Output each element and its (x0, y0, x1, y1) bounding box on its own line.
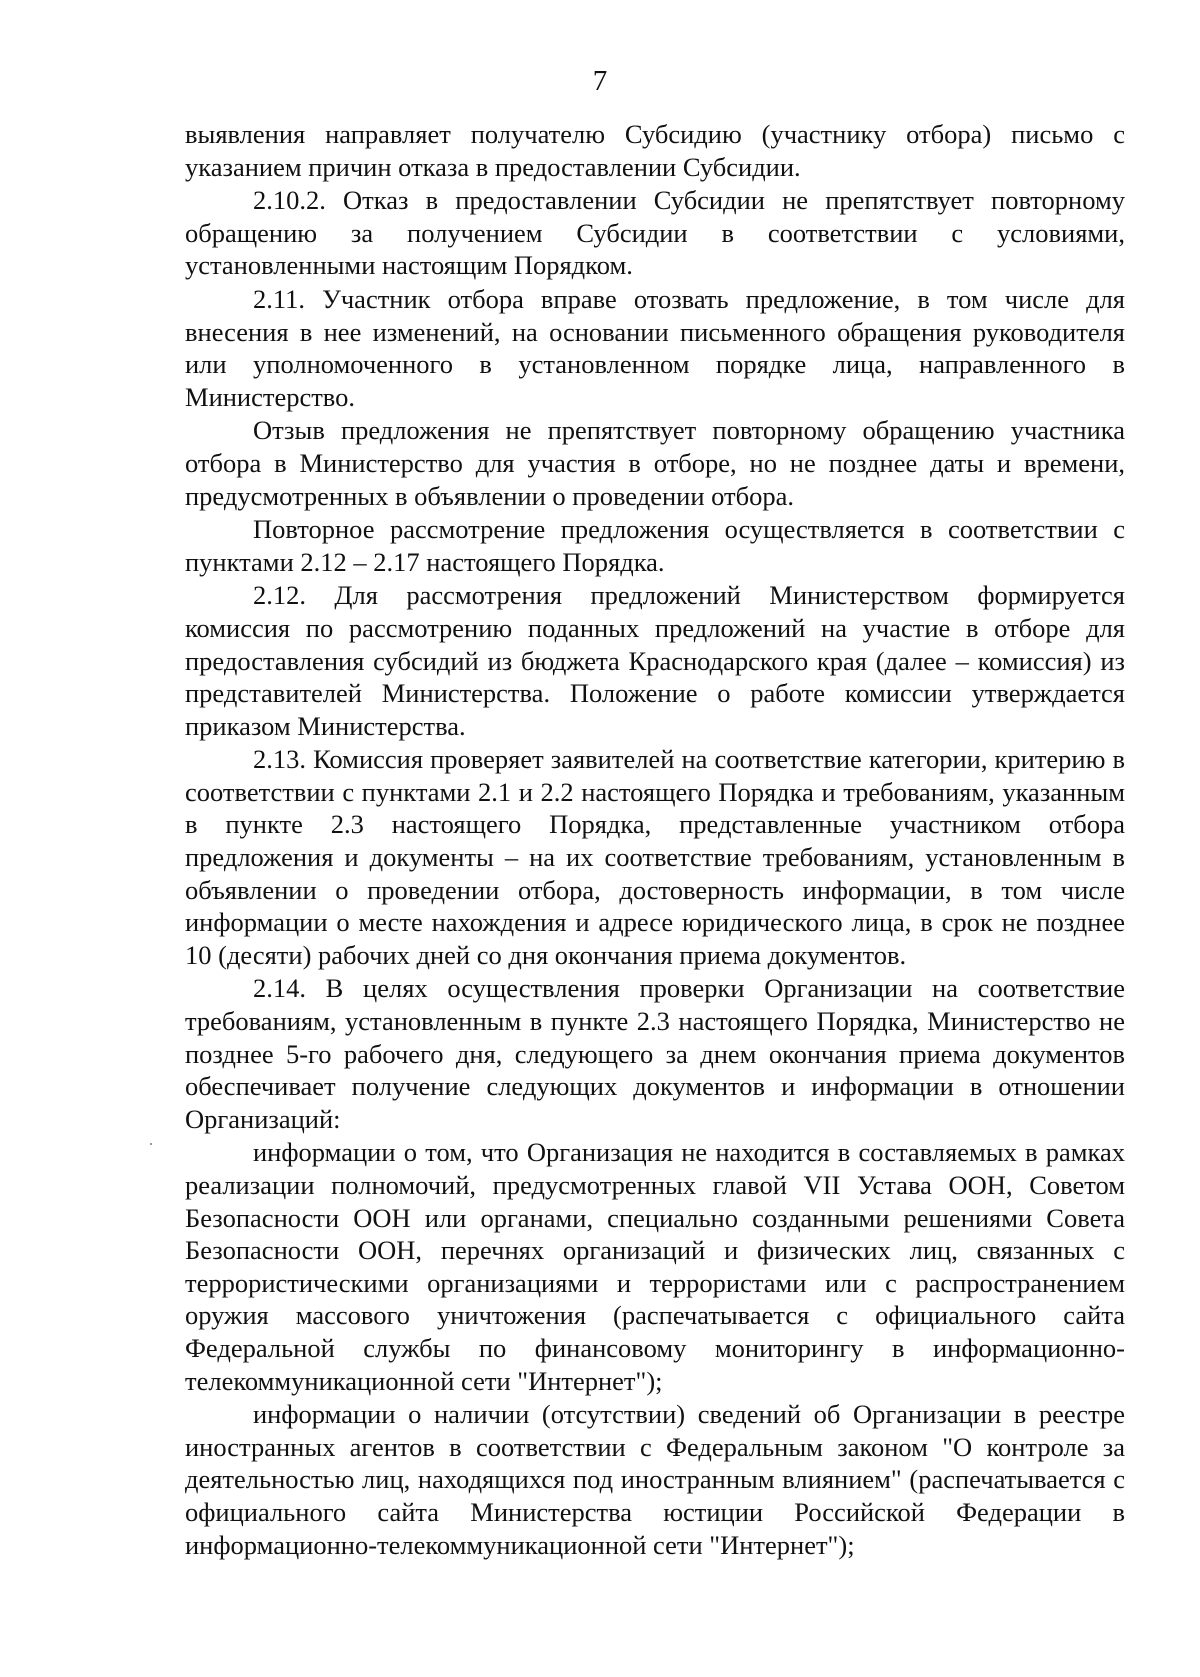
paragraph-withdrawal: Отзыв предложения не препятствует повторному обращению участника отбора в Министерство для участия в отборе, но не позднее даты и времени, предусмотренных в объявлении о проведении отбора. (185, 415, 1125, 511)
page-number: 7 (592, 65, 608, 97)
paragraph-2-11: 2.11. Участник отбора вправе отозвать предложение, в том числе для внесения в нее изменений, на основании письменного обращения руководителя или уполномоченного в установленном порядке лица, направленного в Министерство. (185, 283, 1125, 412)
paragraph-foreign-agents: информации о наличии (отсутствии) сведений об Организации в реестре иностранных агентов в соответствии с Федеральным законом "О контроле за деятельностью лиц, находящихся под иностранным влиянием" (распечатывается с официального сайта Министерства юстиции Российской Федерации в информационно-телекоммуникационной сети "Интернет"); (185, 1399, 1125, 1560)
paragraph-continuation: выявления направляет получателю Субсидию (участнику отбора) письмо с указанием причин отказа в предоставлении Субсидии. (185, 119, 1125, 182)
paragraph-2-12: 2.12. Для рассмотрения предложений Министерством формируется комиссия по рассмотрению поданных предложений на участие в отборе для предоставления субсидий из бюджета Краснодарского края (далее – комиссия) из представителей Министерства. Положение о работе комиссии утверждается приказом Министерства. (185, 580, 1125, 741)
paragraph-reconsideration: Повторное рассмотрение предложения осуществляется в соответствии с пунктами 2.12 – 2.17 настоящего Порядка. (185, 514, 1125, 577)
paragraph-un-lists: информации о том, что Организация не находится в составляемых в рамках реализации полномочий, предусмотренных главой VII Устава ООН, Советом Безопасности ООН или органами, специально созданными решениями Совета Безопасности ООН, перечнях организаций и физических лиц, связанных с террористическими организациями и террористами или с распространением оружия массового уничтожения (распечатывается с официального сайта Федеральной службы по финансовому мониторингу в информационно-телекоммуникационной сети "Интернет"); (185, 1137, 1125, 1396)
paragraph-2-10-2: 2.10.2. Отказ в предоставлении Субсидии не препятствует повторному обращению за получением Субсидии в соответствии с условиями, установленными настоящим Порядком. (185, 185, 1125, 281)
paragraph-2-13: 2.13. Комиссия проверяет заявителей на соответствие категории, критерию в соответствии с пунктами 2.1 и 2.2 настоящего Порядка и требованиям, указанным в пункте 2.3 настоящего Порядка, представленные участником отбора предложения и документы – на их соответствие требованиям, установленным в объявлении о проведении отбора, достоверность информации, в том числе информации о месте нахождения и адресе юридического лица, в срок не позднее 10 (десяти) рабочих дней со дня окончания приема документов. (185, 744, 1125, 970)
document-body (185, 118, 1125, 1561)
paragraph-2-14: 2.14. В целях осуществления проверки Организации на соответствие требованиям, установленным в пункте 2.3 настоящего Порядка, Министерство не позднее 5-го рабочего дня, следующего за днем окончания приема документов обеспечивает получение следующих документов и информации в отношении Организаций: (185, 973, 1125, 1134)
scan-mark (150, 1143, 152, 1145)
